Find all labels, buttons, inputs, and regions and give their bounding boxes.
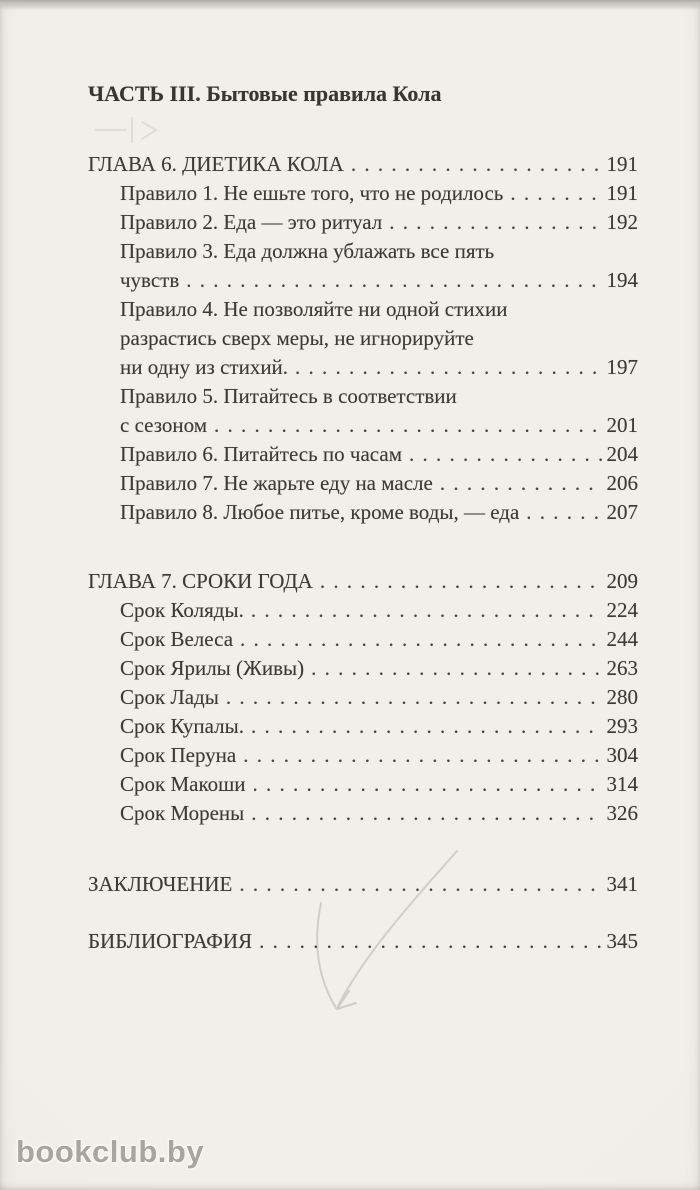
toc-row-page: 244: [606, 627, 638, 651]
toc-row-page: 206: [606, 471, 638, 495]
toc-row-wrap: [88, 324, 638, 353]
toc-row-text: Правило 2. Еда — это ритуал: [120, 210, 383, 234]
toc-section-conclusion: [88, 870, 638, 899]
toc-row: [88, 712, 638, 741]
dot-leader: [240, 625, 601, 654]
toc-row-text: Правило 3. Еда должна ублажать все пять: [120, 239, 495, 263]
toc-row-text: ГЛАВА 6. ДИЕТИКА КОЛА: [88, 152, 344, 176]
toc-row-text: ни одну из стихий.: [120, 355, 289, 379]
toc-row-text: Срок Купалы.: [120, 714, 244, 738]
toc-row-text: Срок Коляды.: [120, 598, 244, 622]
dot-leader: [320, 567, 602, 596]
watermark: bookclub.by: [16, 1134, 205, 1169]
toc-row-page: 293: [606, 714, 638, 738]
toc-row: [88, 567, 638, 596]
toc-row: [88, 498, 638, 527]
toc-section-bibliography: [88, 927, 638, 956]
toc-row-page: 201: [606, 413, 638, 437]
toc-row-page: 197: [606, 355, 638, 379]
toc-row-page: 191: [606, 181, 638, 205]
dot-leader: [351, 150, 602, 179]
toc-row-page: 280: [606, 685, 638, 709]
toc-row-page: 207: [606, 500, 638, 524]
toc-row-page: 224: [606, 598, 638, 622]
toc-row: [88, 596, 638, 625]
toc-row-text: Правило 7. Не жарьте еду на масле: [120, 471, 433, 495]
dot-leader: [243, 741, 601, 770]
toc-row-page: 326: [606, 801, 638, 825]
toc-row: [88, 469, 638, 498]
toc-row-page: 263: [606, 656, 638, 680]
toc-row-text: с сезоном: [120, 413, 208, 437]
dot-leader: [409, 440, 602, 469]
toc-row-page: 341: [606, 872, 638, 896]
toc-row: [88, 770, 638, 799]
dot-leader: [239, 870, 601, 899]
toc-row-text: разрастись сверх меры, не игнорируйте: [120, 326, 474, 350]
dot-leader: [251, 712, 602, 741]
dot-leader: [389, 208, 601, 237]
toc-row-page: 191: [606, 152, 638, 176]
dot-leader: [251, 596, 602, 625]
dot-leader: [311, 654, 601, 683]
toc-row-wrap: [88, 382, 638, 411]
toc-row-text: Правило 1. Не ешьте того, что не родилось: [120, 181, 504, 205]
toc-row-wrap: [88, 237, 638, 266]
toc-row-text: Срок Велеса: [120, 627, 234, 651]
toc-row-page: 192: [606, 210, 638, 234]
toc-row: [88, 799, 638, 828]
toc-row-page: 194: [606, 268, 638, 292]
toc-row-text: Правило 6. Питайтесь по часам: [120, 442, 402, 466]
toc-row-page: 204: [606, 442, 638, 466]
toc-row-text: Правило 4. Не позволяйте ни одной стихии: [120, 297, 508, 321]
toc-row: [88, 870, 638, 899]
toc-row: [88, 440, 638, 469]
toc-row-wrap: [88, 295, 638, 324]
toc-row-text: Срок Макоши: [120, 772, 246, 796]
toc-row-text: чувств: [120, 268, 180, 292]
toc-section-chapter-6: [88, 150, 638, 527]
toc-row: [88, 353, 638, 382]
dot-leader: [186, 266, 601, 295]
toc-row-text: Срок Морены: [120, 801, 245, 825]
toc-row-text: Правило 8. Любое питье, кроме воды, — еда: [120, 500, 520, 524]
toc-row-page: 314: [606, 772, 638, 796]
toc-row-text: Срок Ярилы (Живы): [120, 656, 305, 680]
dot-leader: [251, 799, 601, 828]
dot-leader: [226, 683, 602, 712]
toc-row: [88, 150, 638, 179]
toc-row: [88, 654, 638, 683]
toc-row: [88, 411, 638, 440]
toc-row: [88, 266, 638, 295]
toc-row-text: ЗАКЛЮЧЕНИЕ: [88, 872, 233, 896]
toc-row: [88, 625, 638, 654]
dot-leader: [295, 353, 601, 382]
table-of-contents: [88, 80, 638, 956]
toc-row-text: ГЛАВА 7. СРОКИ ГОДА: [88, 569, 313, 593]
toc-row-text: Правило 5. Питайтесь в соответствии: [120, 384, 457, 408]
toc-row-page: 304: [606, 743, 638, 767]
toc-row-text: Срок Перуна: [120, 743, 237, 767]
dot-leader: [259, 927, 601, 956]
toc-row: [88, 208, 638, 237]
toc-row: [88, 927, 638, 956]
toc-section-chapter-7: [88, 567, 638, 828]
toc-row-text: Срок Лады: [120, 685, 219, 709]
dot-leader: [510, 179, 601, 208]
toc-row-page: 209: [606, 569, 638, 593]
toc-row-page: 345: [606, 929, 638, 953]
toc-row: [88, 179, 638, 208]
part-heading: ЧАСТЬ III. Бытовые правила Кола: [88, 81, 442, 106]
dot-leader: [214, 411, 601, 440]
toc-row-text: БИБЛИОГРАФИЯ: [88, 929, 253, 953]
dot-leader: [253, 770, 602, 799]
toc-row: [88, 683, 638, 712]
dot-leader: [526, 498, 601, 527]
dot-leader: [440, 469, 602, 498]
toc-row: [88, 741, 638, 770]
